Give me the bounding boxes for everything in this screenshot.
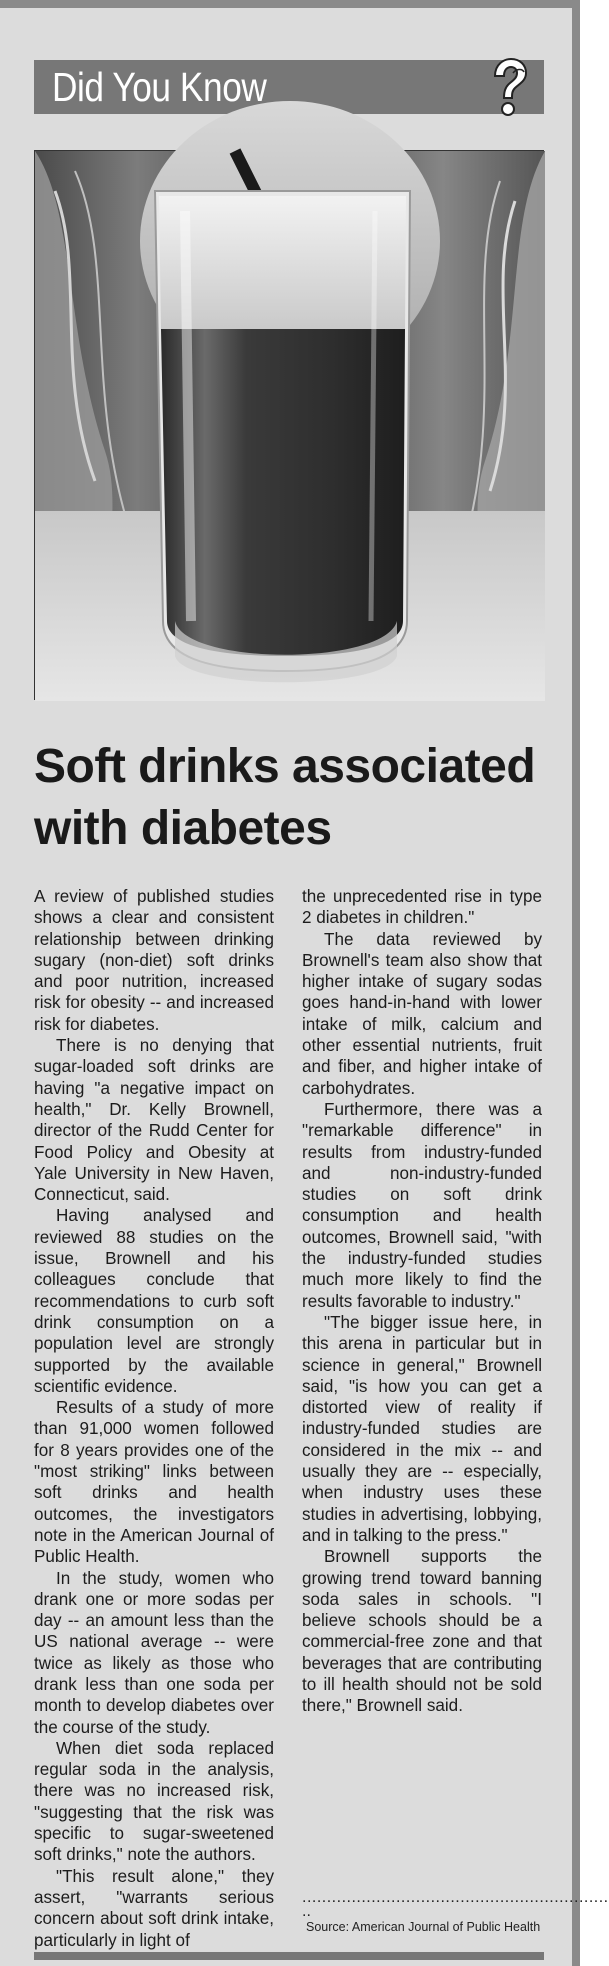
paragraph: Furthermore, there was a "remarkable difference" in results from industry-funded and non-industry-funded studies on soft drink consumption and health outcomes, Brownell said, "with the industry-funded studies much more likely to find the results favorable to industry." <box>302 1099 542 1311</box>
banner-title: Did You Know <box>52 64 267 110</box>
paragraph: When diet soda replaced regular soda in the analysis, there was no increased risk, "suggesting that the risk was specific to sugar-sweetened soft drinks," note the authors. <box>34 1738 274 1865</box>
paragraph: Brownell supports the growing trend toward banning soda sales in schools. "I believe schools should be a commercial-free zone and that beverages that are contributing to ill health should not be sold there," Brownell said. <box>302 1547 542 1716</box>
soda-glass-photo <box>34 150 544 700</box>
source-credit: Source: American Journal of Public Health <box>306 1920 541 1934</box>
soda-glass-illustration <box>35 151 545 701</box>
article-column-left <box>34 886 274 1951</box>
article-headline: Soft drinks associated with diabetes <box>34 740 536 855</box>
paragraph: Having analysed and reviewed 88 studies on the issue, Brownell and his colleagues conclude that recommendations to curb soft drink consumption on a population level are strongly supported by the available scientific evidence. <box>34 1206 274 1396</box>
paragraph: A review of published studies shows a clear and consistent relationship between drinking sugary (non-diet) soft drinks and poor nutrition, increased risk for obesity -- and increased risk for diabetes. <box>34 887 274 1034</box>
paragraph: In the study, women who drank one or more sodas per day -- an amount less than the US national average -- were twice as likely as those who drank less than one soda per month to develop diabetes over the course of the study. <box>34 1568 274 1737</box>
paragraph: The data reviewed by Brownell's team also show that higher intake of sugary sodas goes hand-in-hand with lower intake of milk, calcium and other essential nutrients, fruit and fiber, and higher intake of carbohydrates. <box>302 929 542 1098</box>
paragraph: "The bigger issue here, in this arena in particular but in science in general," Brownell said, "is how you can get a distorted view of reality if industry-funded studies are considered in the mix -- and usually they are -- especially, when industry uses these studies in advertising, lobbying, and in talking to the press." <box>302 1312 542 1545</box>
paragraph: Results of a study of more than 91,000 women followed for 8 years provides one of the "most striking" links between soft drinks and health outcomes, the investigators note in the American Journal of Public Health. <box>34 1398 274 1567</box>
dotted-separator: .............................................................. <box>302 1889 609 1906</box>
dotted-separator-end: .. <box>302 1903 311 1920</box>
paragraph: the unprecedented rise in type 2 diabetes in children." <box>302 887 542 928</box>
paragraph: There is no denying that sugar-loaded soft drinks are having "a negative impact on health," Dr. Kelly Brownell, director of the Rudd Center for Food Policy and Obesity at Yale University in New Haven, Connecticut, said. <box>34 1036 274 1205</box>
paragraph: "This result alone," they assert, "warrants serious concern about soft drink intake, particularly in light of <box>34 1866 274 1950</box>
footer-bar <box>34 1952 544 1960</box>
question-mark-icon <box>486 56 532 120</box>
article-column-right <box>302 886 542 1717</box>
